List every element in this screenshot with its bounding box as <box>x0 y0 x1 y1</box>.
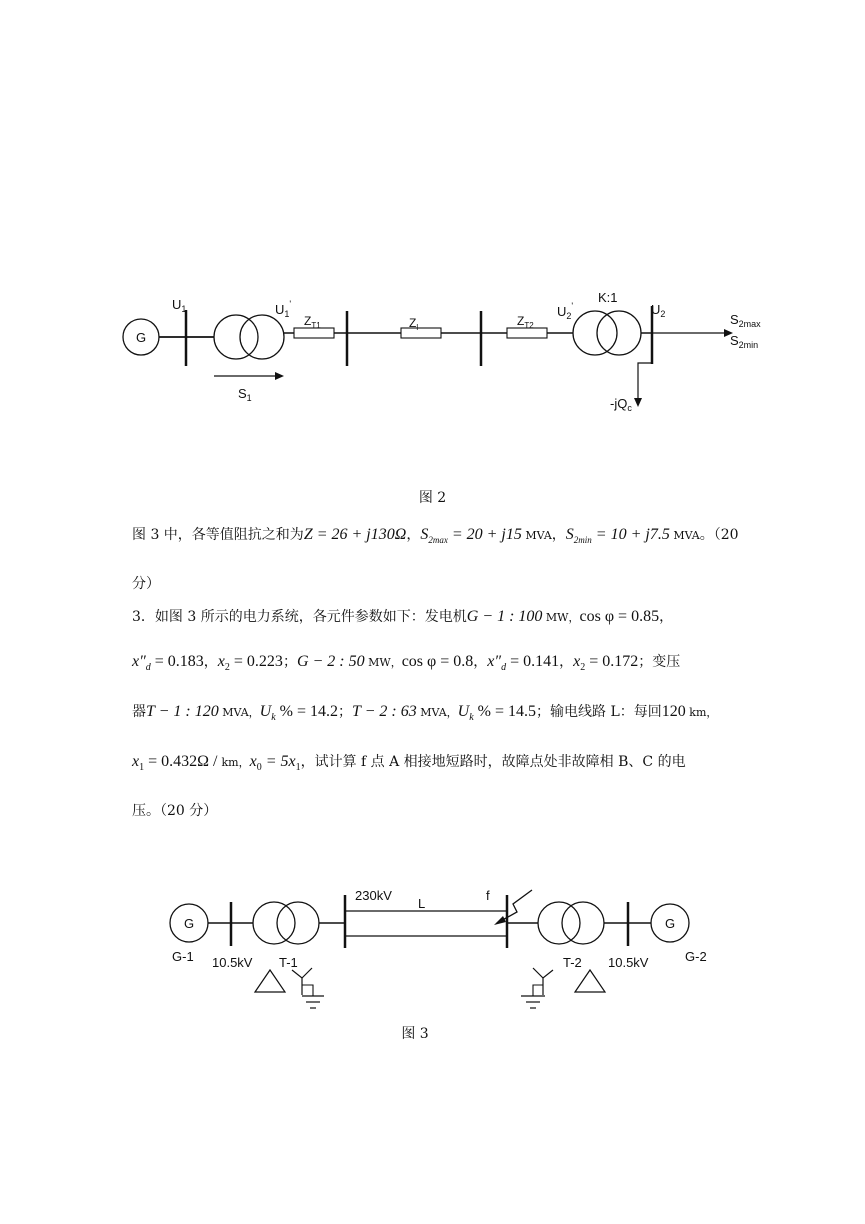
figure-2-diagram <box>0 0 865 440</box>
equation-z: Z = 26 + j130Ω <box>303 526 407 543</box>
label-u2-prime: $U_2'$ <box>557 301 574 321</box>
note-line-1: 图 3 中，各等值阻抗之和为Z = 26 + j130Ω，$S_{2max} = 20 + j15$ MVA，$S_{2min} = 10 + j7.5$ MVA。（20 <box>132 526 739 546</box>
label-g2: G-2 <box>685 949 707 964</box>
compensator-line <box>638 363 652 399</box>
power-flow-arrowhead <box>275 372 284 380</box>
label-10-5kv-left: 10.5kV <box>212 955 253 970</box>
transformer-t2-coil-a <box>538 902 580 944</box>
label-230kv: 230kV <box>355 888 392 903</box>
transformer-t2-coil-a <box>573 311 617 355</box>
label-turns-ratio: K:1 <box>598 290 618 305</box>
label-zl: $Z_l$ <box>409 316 419 332</box>
label-t2: T-2 <box>563 955 582 970</box>
question-3-line-4: $x_1 = 0.432\Omega$ / km，$x_0 = 5x_1$，试计算 f 点 A 相接地短路时，故障点处非故障相 B、C 的电 <box>132 752 686 773</box>
delta-winding-t2 <box>575 970 605 992</box>
label-zt1: $Z_{T1}$ <box>304 314 321 330</box>
label-s2max: $S_{2max}$ <box>730 312 761 329</box>
transformer-t2-coil-b <box>562 902 604 944</box>
label-s1: $S_1$ <box>238 386 252 403</box>
question-3-line-3: 器T − 1 : 120 MVA，$U_k$ % = 14.2；T − 2 : 63 MVA，$U_k$ % = 14.5；输电线路 L：每回120 km， <box>132 702 718 723</box>
ground-lead-t1 <box>302 985 313 996</box>
fault-arrowhead <box>494 916 506 925</box>
figure-3-caption: 图 3 <box>401 1026 429 1042</box>
label-s2min: $S_{2min}$ <box>730 333 759 350</box>
transformer-t2-coil-b <box>597 311 641 355</box>
equation-s2max: $S_{2max} = 20 + j15$ <box>420 526 522 546</box>
transformer-t1-coil-b <box>240 315 284 359</box>
transformer-t1-coil-b <box>277 902 319 944</box>
ground-lead-t2 <box>533 985 543 996</box>
transformer-t1-coil-a <box>253 902 295 944</box>
figure-3-diagram <box>0 860 865 1100</box>
figure-3-note <box>132 513 742 606</box>
figure-2-caption: 图 2 <box>418 490 447 506</box>
question-3 <box>132 595 742 833</box>
label-t1: T-1 <box>279 955 298 970</box>
label-u2: $U_2$ <box>651 302 666 319</box>
delta-winding-t1 <box>255 970 285 992</box>
label-zt2: $Z_{T2}$ <box>517 314 534 330</box>
label-u1-prime: $U_1'$ <box>275 299 292 319</box>
generator-g2-glyph: G <box>665 916 676 931</box>
label-line-l: L <box>418 896 426 911</box>
star-winding-t2 <box>533 968 553 978</box>
question-3-line-5: 压。（20 分） <box>132 803 218 820</box>
generator-g1-glyph: G <box>184 916 195 931</box>
transformer-t1-coil-a <box>214 315 258 359</box>
label-g1: G-1 <box>172 949 194 964</box>
equation-s2min: $S_{2min} = 10 + j7.5$ <box>565 526 670 546</box>
note-line-2: 分） <box>132 576 160 593</box>
generator-label: G <box>136 330 147 345</box>
compensator-arrowhead <box>634 398 642 407</box>
label-10-5kv-right: 10.5kV <box>608 955 649 970</box>
label-u1: $U_1$ <box>172 297 187 314</box>
impedance-zl <box>401 328 441 338</box>
question-3-line-2: $x''_d = 0.183$，$x_2 = 0.223$；G − 2 : 50 MW，cos φ = 0.8，$x''_d = 0.141$，$x_2 = 0.172$；变压 <box>132 653 681 673</box>
label-fault-f: f <box>486 888 490 903</box>
label-jqc: $-jQ_c$ <box>610 396 632 413</box>
question-3-line-1: 3．如图 3 所示的电力系统，各元件参数如下：发电机G − 1 : 100 MW，cos φ = 0.85， <box>132 608 674 625</box>
